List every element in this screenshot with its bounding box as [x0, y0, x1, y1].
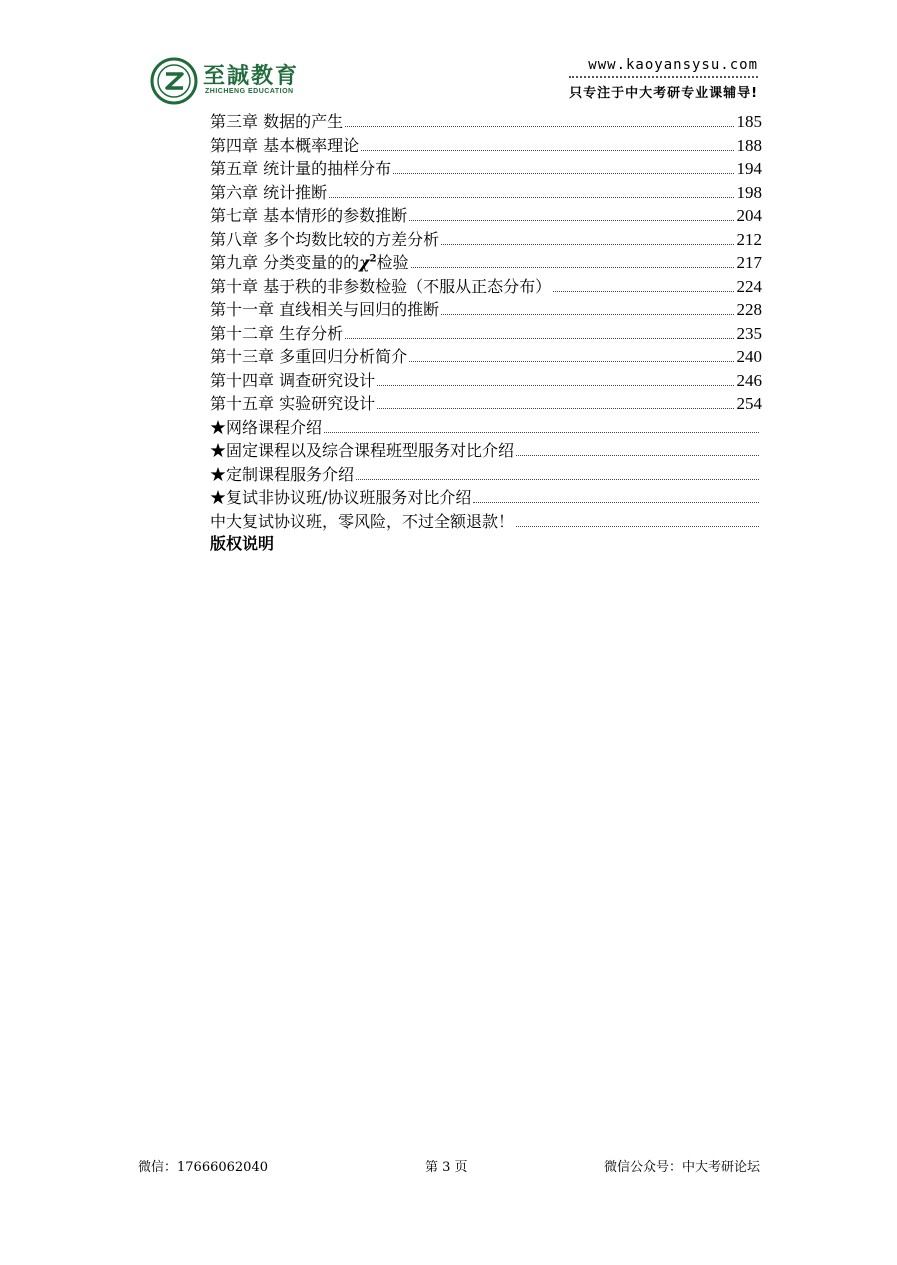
toc-entry-label: 第十五章 实验研究设计: [210, 394, 376, 413]
toc-entry-label: ★网络课程介绍: [210, 417, 323, 437]
toc-entry-page: 188: [736, 135, 762, 155]
site-url[interactable]: www.kaoyansysu.com: [588, 57, 758, 73]
toc-leader-dots: [324, 431, 759, 433]
toc-entry-page: 240: [736, 347, 762, 366]
toc-entry[interactable]: [210, 297, 762, 321]
toc-entry[interactable]: [210, 180, 762, 204]
toc-entry-label: 第十章 基于秩的非参数检验（不服从正态分布）: [210, 276, 552, 296]
toc-entry[interactable]: [210, 344, 762, 368]
footer-public-account: 微信公众号：中大考研论坛: [603, 1160, 760, 1175]
toc-leader-dots: [409, 360, 733, 362]
toc-entry-page: 217: [736, 253, 762, 272]
logo-text-en: ZHICHENG EDUCATION: [205, 88, 294, 95]
toc-entry[interactable]: [210, 321, 762, 345]
toc-entry[interactable]: [210, 462, 762, 486]
toc-entry[interactable]: [210, 227, 762, 251]
toc-leader-dots: [473, 501, 759, 503]
footer-page-number: 第 3 页: [425, 1160, 468, 1175]
toc-entry-label: 第三章 数据的产生: [210, 112, 344, 131]
toc-entry[interactable]: [210, 133, 762, 157]
toc-entry-page: 198: [736, 182, 762, 202]
toc-leader-dots: [409, 219, 733, 221]
page-header: [148, 55, 758, 107]
toc-leader-dots: [516, 525, 759, 527]
toc-leader-dots: [441, 313, 733, 315]
toc-entry[interactable]: [210, 509, 762, 533]
toc-leader-dots: [329, 196, 733, 198]
logo-emblem-icon: [150, 57, 198, 105]
toc-entry-page: 228: [736, 300, 762, 319]
footer-wechat: 微信：17666062040: [138, 1160, 268, 1175]
chi-letter: χ: [359, 253, 370, 272]
toc-leader-dots: [377, 384, 733, 386]
toc-entry[interactable]: [210, 368, 762, 392]
toc-leader-dots: [345, 337, 733, 339]
logo-text-cn: 至誠教育: [203, 64, 300, 89]
toc-leader-dots: [345, 125, 733, 127]
toc-entry-page: 212: [736, 229, 762, 249]
toc-leader-dots: [553, 290, 733, 292]
toc-leader-dots: [516, 454, 759, 456]
chi-symbol: [359, 253, 377, 272]
header-right: [569, 57, 758, 101]
toc-entry-label: ★复试非协议班/协议班服务对比介绍: [210, 488, 472, 507]
toc-entry-label: 第六章 统计推断: [210, 182, 328, 202]
toc-leader-dots: [377, 407, 733, 409]
toc-entry-label: 第十二章 生存分析: [210, 323, 344, 343]
toc-entry-label-prefix: 第九章 分类变量的的: [210, 253, 360, 272]
toc-entry[interactable]: [210, 156, 762, 180]
toc-copyright-heading[interactable]: 版权说明: [210, 534, 275, 553]
toc-leader-dots: [361, 149, 733, 151]
toc-entry-page: 254: [736, 394, 762, 413]
toc-entry-label: 第五章 统计量的抽样分布: [210, 159, 392, 178]
toc-entry-label: 第十四章 调查研究设计: [210, 370, 376, 390]
toc-entry[interactable]: [210, 274, 762, 298]
toc-entry-label: ★定制课程服务介绍: [210, 464, 355, 484]
toc-entry-label: ★固定课程以及综合课程班型服务对比介绍: [210, 441, 515, 460]
toc-entry-page: 204: [736, 206, 762, 225]
toc-entry[interactable]: [210, 415, 762, 439]
toc-entry-page: 194: [736, 159, 762, 178]
toc-entry-label: [210, 250, 409, 273]
slogan: 只专注于中大考研专业课辅导!: [569, 76, 758, 101]
toc-entry-label: 中大复试协议班，零风险，不过全额退款！: [210, 511, 515, 531]
toc-entry-label: 第十一章 直线相关与回归的推断: [210, 300, 440, 319]
toc-leader-dots: [393, 172, 733, 174]
toc-leader-dots: [356, 478, 759, 480]
toc-leader-dots: [411, 266, 734, 268]
toc-entry[interactable]: [210, 203, 762, 227]
toc-entry[interactable]: [210, 391, 762, 415]
toc-entry[interactable]: [210, 109, 762, 133]
toc-entry[interactable]: [210, 438, 762, 462]
toc-entry-page: 185: [736, 112, 762, 131]
chi-exponent: 2: [369, 253, 377, 265]
toc-entry-label: 第十三章 多重回归分析简介: [210, 347, 408, 366]
toc-entry-label-suffix: 检验: [376, 253, 409, 272]
toc-entry[interactable]: [210, 485, 762, 509]
toc-entry[interactable]: [210, 250, 762, 274]
toc-entry-label: 第四章 基本概率理论: [210, 135, 360, 155]
toc-entry-page: 235: [736, 323, 762, 343]
toc-leader-dots: [441, 243, 733, 245]
toc-entry-page: 246: [736, 370, 762, 390]
toc-entry-page: 224: [736, 276, 762, 296]
table-of-contents: [210, 109, 762, 556]
toc-entry-label: 第七章 基本情形的参数推断: [210, 206, 408, 225]
toc-entry-label: 第八章 多个均数比较的方差分析: [210, 229, 440, 249]
